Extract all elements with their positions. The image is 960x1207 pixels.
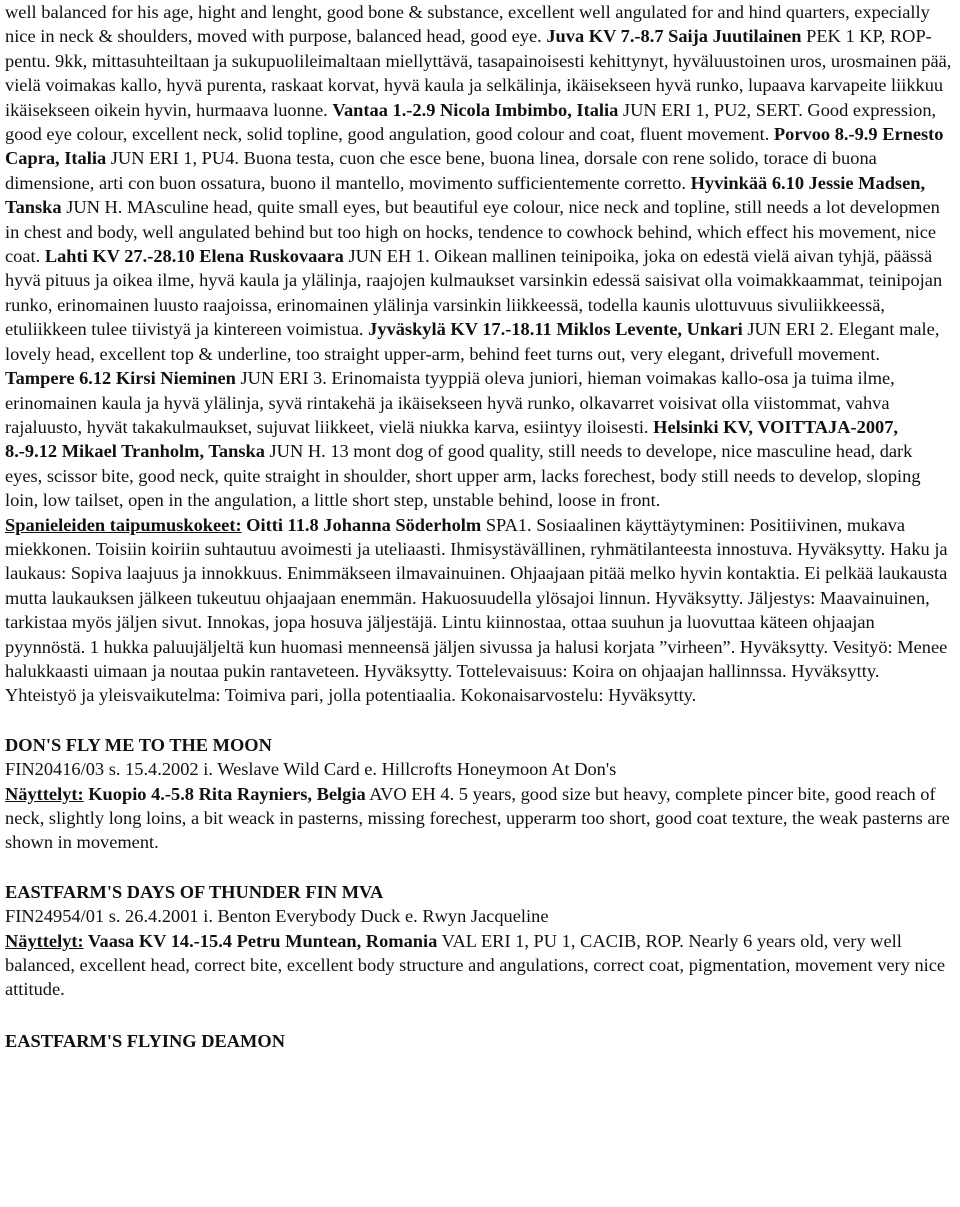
text-run: JUN EH 1. Oikean mallinen teinipoika, joka on edestä vielä aivan tyhjä, päässä hyvä pituus ja oikea ilme, hyvä kaula ja ylälinja, raajojen kulmaukset varsinkin edessä saisivat olla voimakkaammat, teinipojan runko, erinomainen luusto raajoissa, erinomainen ylälinja varsinkin liikkeessä, todella kaunis ulottuvuus sivuliikkeessä, etuliikkeen tulee tiivistyä ja kintereen voimistua. <box>5 246 943 340</box>
dog-registration-line: FIN20416/03 s. 15.4.2002 i. Weslave Wild Card e. Hillcrofts Honeymoon At Don's <box>5 759 617 780</box>
text-run: SPA1. Sosiaalinen käyttäytyminen: Positiivinen, mukava miekkonen. Toisiin koiriin suhtautuu avoimesti ja uteliaasti. Ihmisystävällinen, ryhmätilanteesta innostuva. Hyväksytty. Haku ja laukaus: Sopiva laajuus ja innokkuus. Enimmäkseen ilmavainuinen. Ohjaajaan pitää melko hyvin kontaktia. Ei pelkää laukausta mutta laukauksen jälkeen tukeutuu ohjaajaan enemmän. Hakuosuudella ylösajoi linnun. Hyväksytty. Jäljestys: Maavainuinen, tarkistaa myös jäljen sivut. Innokas, jopa hosuva jäljestäjä. Lintu kiinnostaa, ottaa suuhun ja luovuttaa käteen ohjaajan pyynnöstä. 1 hukka paluujäljeltä kun huomasi menneensä jäljen sivussa ja halusi korjata ”virheen”. Hyväksytty. Vesityö: Menee halukkaasti uimaan ja noutaa pukin rantaveteen. Hyväksytty. Tottelevaisuus: Koira on ohjaajan hallinnssa. Hyväksytty. Yhteistyö ja yleisvaikutelma: Toimiva pari, jolla potentiaalia. Kokonaisarvostelu: Hyväksytty. <box>5 514 948 706</box>
text-run: Tampere 6.12 Kirsi Nieminen <box>5 368 236 389</box>
text-run: AVO EH 4. 5 years, good size but heavy, complete pincer bite, good reach of neck, slightly long loins, a bit weack in pasterns, missing forechest, upperarm too short, good coat texture, the weak pasterns are shown in movement. <box>5 783 950 853</box>
text-run: Lahti KV 27.-28.10 Elena Ruskovaara <box>44 246 344 267</box>
text-run: JUN H. 13 mont dog of good quality, still needs to develope, nice masculine head, dark eyes, scissor bite, good neck, quite straight in shoulder, short upper arm, lacks forechest, body still needs to develop, sloping loin, low tailset, open in the angulation, a little short step, unstable behind, loose in front. <box>5 441 921 511</box>
text-run: Hyvinkää 6.10 Jessie Madsen, Tanska <box>5 172 926 218</box>
text-run: Helsinki KV, VOITTAJA-2007, 8.-9.12 Mikael Tranholm, Tanska <box>5 416 899 462</box>
text-run: well balanced for his age, hight and lenght, good bone & substance, excellent well angulated for and hind quarters, expecially nice in neck & shoulders, moved with purpose, balanced head, good eye. <box>5 2 930 47</box>
text-run: Spanieleiden taipumuskokeet: <box>5 514 242 535</box>
text-run: Näyttelyt: <box>5 930 84 951</box>
dog-name-heading: EASTFARM'S DAYS OF THUNDER FIN MVA <box>5 881 384 902</box>
text-run: JUN ERI 3. Erinomaista tyyppiä oleva juniori, hieman voimakas kallo-osa ja tuima ilme, erinomainen kaula ja hyvä ylälinja, syvä rintakehä ja ikäisekseen hyvä runko, olkavarret voisivat olla viistommat, vahva rajaluusto, hyvät takakulmaukset, sujuvat liikkeet, vielä niukka karva, esiintyy iloisesti. <box>5 368 895 437</box>
text-run: Jyväskylä KV 17.-18.11 Miklos Levente, Unkari <box>368 319 743 340</box>
text-run: JUN ERI 2. Elegant male, lovely head, excellent top & underline, too straight upper-arm, behind feet turns out, very elegant, drivefull movement. <box>5 319 940 364</box>
dog-entry <box>5 733 952 855</box>
text-run: VAL ERI 1, PU 1, CACIB, ROP. Nearly 6 years old, very well balanced, excellent head, correct bite, excellent body structure and angulations, correct coat, pigmentation, movement very nice attitude. <box>5 930 946 1000</box>
text-run: JUN ERI 1, PU4. Buona testa, cuon che esce bene, buona linea, dorsale con rene solido, torace di buona dimensione, arti con buon ossatura, buono il mantello, movimento sufficientemente corretto. <box>5 148 877 193</box>
text-run: Porvoo 8.-9.9 Ernesto Capra, Italia <box>5 124 944 169</box>
dog-name-heading: DON'S FLY ME TO THE MOON <box>5 734 272 755</box>
text-run: Vaasa KV 14.-15.4 Petru Muntean, Romania <box>83 930 438 951</box>
text-run: Oitti 11.8 Johanna Söderholm <box>241 514 482 535</box>
text-run: JUN ERI 1, PU2, SERT. Good expression, good eye colour, excellent neck, solid topline, good angulation, good colour and coat, fluent movement. <box>5 99 937 145</box>
dog-shows-paragraph <box>5 782 952 855</box>
text-run: Vantaa 1.-2.9 Nicola Imbimbo, Italia <box>332 99 619 120</box>
show-results-paragraph <box>5 0 952 513</box>
text-run: JUN H. MAsculine head, quite small eyes, but beautiful eye colour, nice neck and topline, still needs a lot developmen in chest and body, well angulated behind but too high on hocks, tendence to cowhock behind, which effect his movement, nice coat. <box>5 197 940 267</box>
text-run: Juva KV 7.-8.7 Saija Juutilainen <box>546 26 802 47</box>
text-run: Kuopio 4.-5.8 Rita Rayniers, Belgia <box>83 783 366 804</box>
dog-name-heading: EASTFARM'S FLYING DEAMON <box>5 1030 285 1051</box>
dog-entry <box>5 880 952 1002</box>
dog-entry <box>5 1029 952 1053</box>
text-run: Näyttelyt: <box>5 783 84 804</box>
dog-registration-line: FIN24954/01 s. 26.4.2001 i. Benton Everybody Duck e. Rwyn Jacqueline <box>5 906 549 927</box>
dog-shows-paragraph <box>5 929 952 1002</box>
aptitude-test-paragraph <box>5 513 952 708</box>
text-run: PEK 1 KP, ROP-pentu. 9kk, mittasuhteiltaan ja sukupuolileimaltaan miellyttävä, tasapainoisesti kehittynyt, hyväluustoinen uros, urosmainen pää, vielä voimakas kallo, hyvä purenta, raskaat korvat, hyvä kaula ja selkälinja, ikäisekseen hyvä runko, lupaava karvapeite liikkuu ikäisekseen oikein hyvin, hurmaava luonne. <box>5 26 952 120</box>
